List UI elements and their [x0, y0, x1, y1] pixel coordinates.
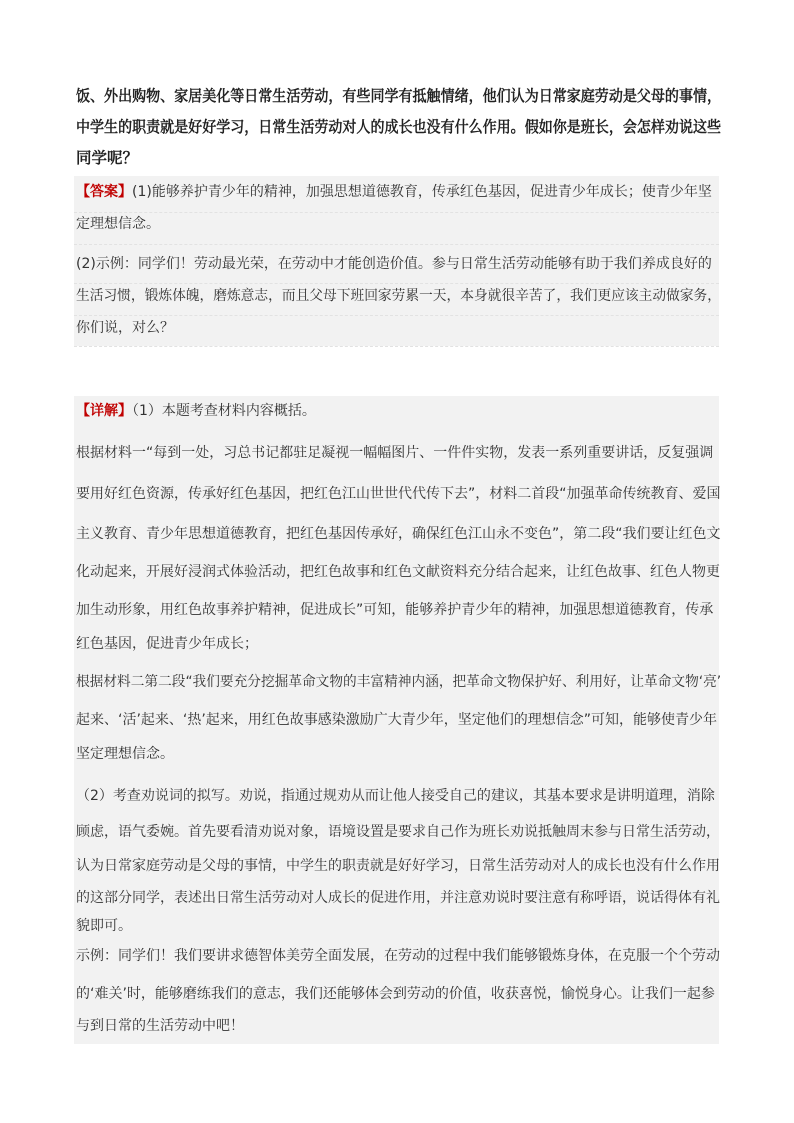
analysis-line: 的这部分同学，表述出日常生活劳动对人成长的促进作用，并注意劝说时要注意有称呼语，说话得体有礼	[76, 890, 720, 906]
analysis-line: （2）考查劝说词的拟写。劝说，指通过规劝从而让他人接受自己的建议，其基本要求是讲明道理，消除	[76, 788, 715, 804]
answer-line: (2)示例：同学们！劳动最光荣，在劳动中才能创造价值。参与日常生活劳动能够有助于我们养成良好的	[76, 256, 712, 272]
analysis-line: 根据材料二第二段“我们要充分挖掘革命文物的丰富精神内涵，把革命文物保护好、利用好，让革命文物‘亮’	[76, 674, 722, 690]
analysis-line: 起来、‘活’起来、‘热’起来，用红色故事感染激励广大青少年，坚定他们的理想信念”可知，能够使青少年	[76, 712, 718, 728]
answer-line	[76, 182, 721, 202]
divider	[74, 283, 719, 284]
analysis-line: 与到日常的生活劳动中吧！	[76, 1018, 244, 1034]
answer-label: 【答案】	[76, 184, 132, 200]
question-line: 同学呢？	[76, 149, 139, 167]
analysis-label: 【详解】	[76, 403, 132, 419]
analysis-line: 要用好红色资源，传承好红色基因，把红色江山世世代代传下去”，材料二首段“加强革命传统教育、爱国	[76, 486, 721, 502]
divider	[74, 212, 719, 213]
analysis-line: 加生动形象，用红色故事养护精神，促进成长”可知，能够养护青少年的精神，加强思想道德教育，传承	[76, 602, 714, 618]
answer-line: 定理想信念。	[76, 216, 160, 232]
analysis-line	[76, 401, 721, 421]
question-line: 中学生的职责就是好好学习，日常生活劳动对人的成长也没有什么作用。假如你是班长，会怎样劝说这些	[76, 118, 722, 136]
divider	[74, 244, 719, 245]
analysis-line: 红色基因，促进青少年成长；	[76, 636, 258, 652]
divider	[74, 346, 719, 347]
analysis-line: 化动起来，开展好浸润式体验活动，把红色故事和红色文献资料充分结合起来，让红色故事、红色人物更	[76, 564, 720, 580]
analysis-line: 顾虑，语气委婉。首先要看清劝说对象，语境设置是要求自己作为班长劝说抵触周末参与日常生活劳动，	[76, 824, 720, 840]
divider	[74, 315, 719, 316]
analysis-text: （1）本题考查材料内容概括。	[132, 403, 316, 419]
answer-line: 你们说，对么？	[76, 320, 174, 336]
answer-text: (1)能够养护青少年的精神，加强思想道德教育，传承红色基因，促进青少年成长；使青少年坚	[132, 184, 712, 200]
analysis-line: 主义教育、青少年思想道德教育，把红色基因传承好，确保红色江山永不变色”，第二段“我们要让红色文	[76, 526, 721, 542]
analysis-line: 示例：同学们！我们要讲求德智体美劳全面发展，在劳动的过程中我们能够锻炼身体，在克服一个个劳动	[76, 948, 720, 964]
analysis-line: 貌即可。	[76, 918, 132, 934]
analysis-line: 根据材料一“每到一处，习总书记都驻足凝视一幅幅图片、一件件实物，发表一系列重要讲话，反复强调	[76, 445, 714, 461]
answer-line: 生活习惯，锻炼体魄，磨炼意志，而且父母下班回家劳累一天，本身就很辛苦了，我们更应该主动做家务，	[76, 288, 721, 304]
analysis-line: 坚定理想信念。	[76, 746, 174, 762]
analysis-line: 认为日常家庭劳动是父母的事情，中学生的职责就是好好学习，日常生活劳动对人的成长也没有什么作用	[76, 858, 720, 874]
question-line: 饭、外出购物、家居美化等日常生活劳动，有些同学有抵触情绪，他们认为日常家庭劳动是父母的事情，	[76, 87, 722, 105]
analysis-line: 的‘难关’时，能够磨练我们的意志，我们还能够体会到劳动的价值，收获喜悦，愉悦身心。让我们一起参	[76, 986, 715, 1002]
